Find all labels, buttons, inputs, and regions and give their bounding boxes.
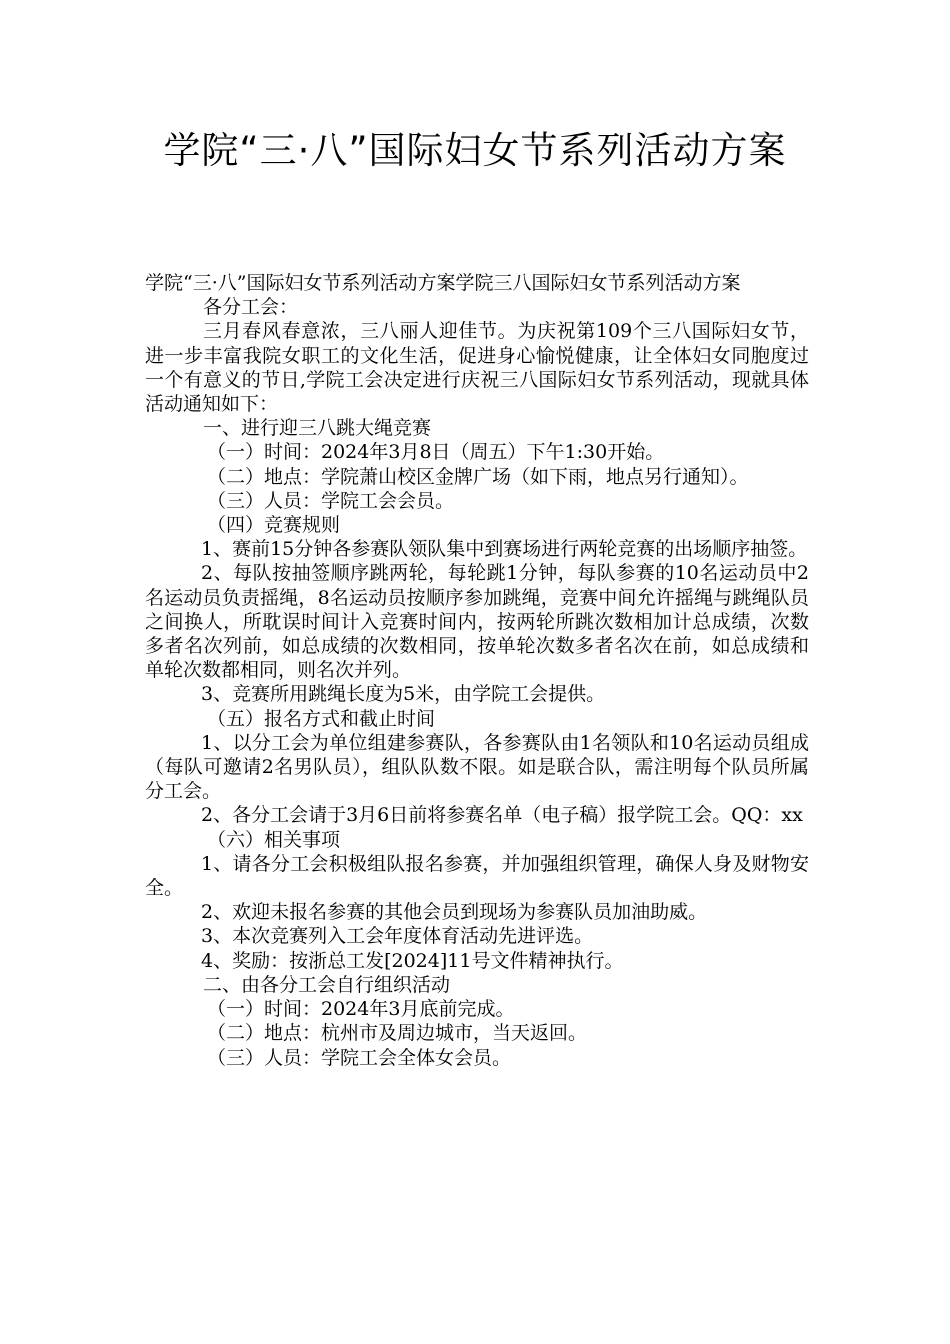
opening-paragraph: 三月春风春意浓，三八丽人迎佳节。为庆祝第109个三八国际妇女节，进一步丰富我院女职工的文化生活，促进身心愉悦健康，让全体妇女同胞度过一个有意义的节日,学院工会决定进行庆祝三八国际妇女节系列活动，现就具体活动通知如下：: [145, 320, 809, 416]
note-1: 1、请各分工会积极组队报名参赛，并加强组织管理，确保人身及财物安全。: [145, 852, 809, 900]
item-registration-heading: （五）报名方式和截止时间: [207, 707, 436, 730]
document-body: [145, 271, 809, 1070]
rule-2: 2、每队按抽签顺序跳两轮，每轮跳1分钟，每队参赛的10名运动员中2名运动员负责摇绳，8名运动员按顺序参加跳绳，竞赛中间允许摇绳与跳绳队员之间换人，所耽误时间计入竞赛时间内，按两轮所跳次数相加计总成绩，次数多者名次列前，如总成绩的次数相同，按单轮次数多者名次在前，如总成绩和单轮次数都相同，则名次并列。: [145, 562, 809, 682]
section-heading-1: 一、进行迎三八跳大绳竞赛: [203, 417, 432, 440]
item2-location: （二）地点：杭州市及周边城市，当天返回。: [207, 1022, 588, 1045]
note-3: 3、本次竞赛列入工会年度体育活动先进评选。: [201, 925, 594, 948]
section-heading-2: 二、由各分工会自行组织活动: [203, 973, 451, 996]
rule-1: 1、赛前15分钟各参赛队领队集中到赛场进行两轮竞赛的出场顺序抽签。: [201, 538, 808, 561]
registration-2: 2、各分工会请于3月6日前将参赛名单（电子稿）报学院工会。QQ：xx: [201, 804, 803, 827]
salutation: 各分工会：: [203, 296, 299, 319]
item-notes-heading: （六）相关事项: [207, 828, 341, 851]
item-time: （一）时间：2024年3月8日（周五）下午1:30开始。: [207, 441, 665, 464]
rule-3: 3、竞赛所用跳绳长度为5米，由学院工会提供。: [201, 683, 606, 706]
item2-time: （一）时间：2024年3月底前完成。: [207, 998, 515, 1021]
item2-participants: （三）人员：学院工会全体女会员。: [207, 1046, 512, 1069]
intro-heading: 学院“三·八”国际妇女节系列活动方案学院三八国际妇女节系列活动方案: [145, 272, 741, 294]
item-location: （二）地点：学院萧山校区金牌广场（如下雨，地点另行通知）。: [207, 465, 749, 488]
document-title: 学院“三·八”国际妇女节系列活动方案: [163, 129, 787, 172]
note-4: 4、奖励：按浙总工发[2024]11号文件精神执行。: [201, 949, 624, 972]
note-2: 2、欢迎未报名参赛的其他会员到现场为参赛队员加油助威。: [201, 901, 708, 924]
item-participants: （三）人员：学院工会会员。: [207, 489, 455, 512]
item-rules-heading: （四）竞赛规则: [207, 514, 341, 537]
registration-1: 1、以分工会为单位组建参赛队，各参赛队由1名领队和10名运动员组成（每队可邀请2名男队员），组队队数不限。如是联合队，需注明每个队员所属分工会。: [145, 731, 809, 803]
